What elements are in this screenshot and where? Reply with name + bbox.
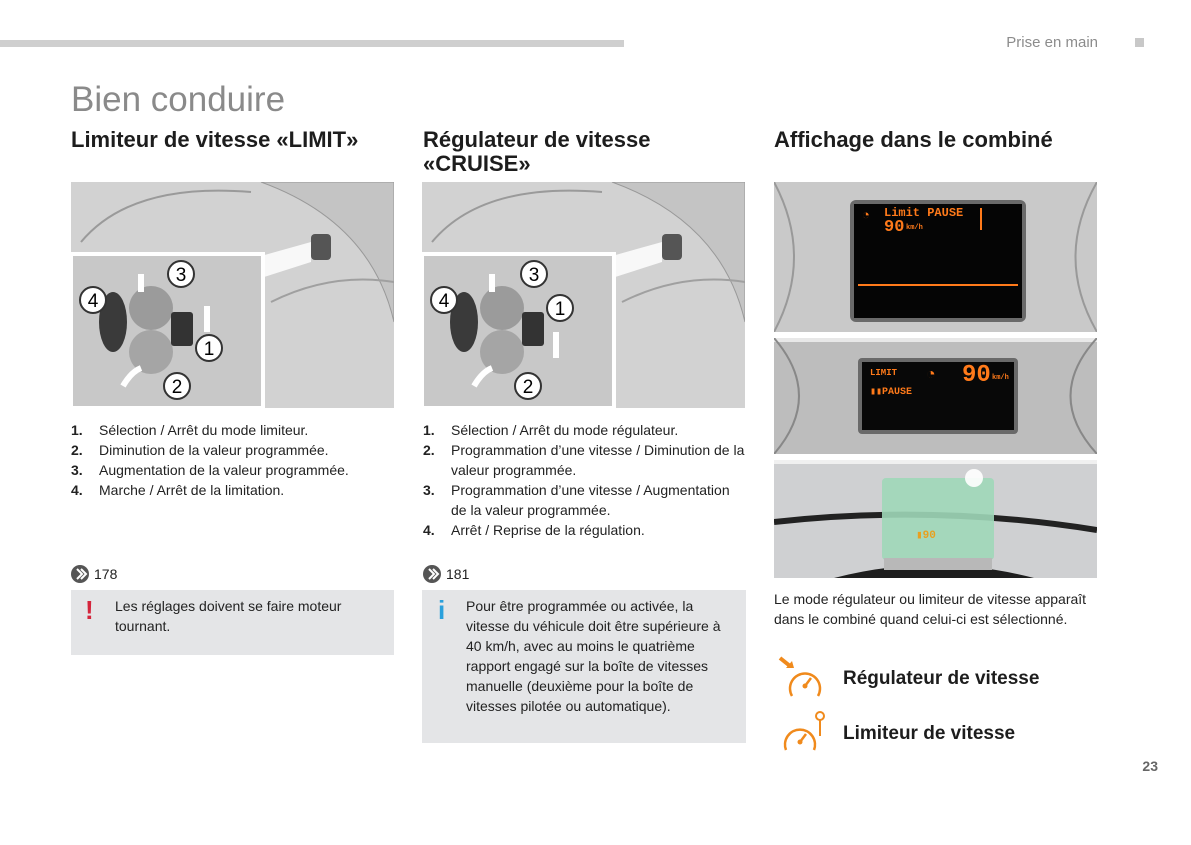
list-item: 1. Sélection / Arrêt du mode limiteur. xyxy=(71,422,309,438)
callout-2 xyxy=(515,373,541,399)
svg-text:3: 3 xyxy=(175,265,187,286)
page-number: 23 xyxy=(1142,758,1158,774)
info-note xyxy=(422,590,746,743)
display-speed: 90 xyxy=(884,218,905,237)
display-caption: Le mode régulateur ou limiteur de vitesse apparaît dans le combiné quand celui-ci est sélectionné. xyxy=(774,591,1087,627)
display-unit: km/h xyxy=(992,374,1009,382)
cruise-stalk-photo xyxy=(422,182,745,408)
callout-3 xyxy=(168,261,194,287)
svg-text:1: 1 xyxy=(554,299,566,320)
svg-text:4: 4 xyxy=(87,291,99,312)
list-item: 3. Augmentation de la valeur programmée. xyxy=(71,462,349,478)
svg-text:1: 1 xyxy=(203,339,215,360)
svg-text:2: 2 xyxy=(171,377,183,398)
list-item: 4. Marche / Arrêt de la limitation. xyxy=(71,482,285,498)
callout-4 xyxy=(80,287,106,313)
display-unit: km/h xyxy=(906,224,923,232)
cluster-display xyxy=(862,362,1014,430)
callout-1 xyxy=(196,335,222,361)
header-rule xyxy=(0,40,624,47)
display-speed: 90 xyxy=(962,362,991,389)
page-reference-number: 178 xyxy=(94,566,118,582)
svg-text:2: 2 xyxy=(522,377,534,398)
display-status: ▮▮PAUSE xyxy=(870,387,913,398)
list-item: 4. Arrêt / Reprise de la régulation. xyxy=(423,522,645,538)
callout-3 xyxy=(521,261,547,287)
info-icon: i xyxy=(438,595,446,625)
svg-text:3: 3 xyxy=(528,265,540,286)
cruise-title-line2: «CRUISE» xyxy=(423,151,531,176)
limiter-legend-label: Limiteur de vitesse xyxy=(843,723,1016,744)
list-item: 1. Sélection / Arrêt du mode régulateur. xyxy=(423,422,679,438)
cruise-steps xyxy=(423,420,745,540)
cluster-screen xyxy=(854,204,1022,318)
cruise-title xyxy=(423,128,743,176)
page-reference-limiter[interactable] xyxy=(71,565,117,583)
info-note-text: Pour être programmée ou activée, la vitesse du véhicule doit être supérieure à 40 km/h, avec au moins le quatrième rapport engagé sur la boîte de vitesses manuelle (deuxième pour la boîte de vitesses pilotée ou automatique). xyxy=(466,598,721,714)
display-mode: Limit PAUSE xyxy=(884,206,964,220)
section-label: Prise en main xyxy=(1006,34,1098,51)
next-page-icon xyxy=(423,565,441,583)
head-up-display-photo xyxy=(774,460,1097,578)
cluster-display-photo xyxy=(774,338,1097,454)
limiter-title: Limiteur de vitesse «LIMIT» xyxy=(71,127,359,152)
callout-2 xyxy=(164,373,190,399)
exclamation-icon: ! xyxy=(85,595,94,625)
hud-speed: ▮90 xyxy=(916,530,936,542)
speedometer-icon: ◔ xyxy=(926,366,936,384)
display-title: Affichage dans le combiné xyxy=(774,127,1053,152)
section-marker xyxy=(1135,38,1144,47)
warning-note xyxy=(71,590,394,655)
page-reference-cruise[interactable] xyxy=(423,565,469,583)
warning-note-text: Les réglages doivent se faire moteur tournant. xyxy=(115,598,342,634)
list-item: 2. Programmation d’une vitesse / Diminution de la valeur programmée. xyxy=(423,442,745,478)
cruise-legend-label: Régulateur de vitesse xyxy=(843,668,1040,689)
list-item: 2. Diminution de la valeur programmée. xyxy=(71,442,329,458)
cruise-title-line1: Régulateur de vitesse xyxy=(423,127,651,152)
speedometer-icon: ◔ xyxy=(862,208,870,223)
page-title: Bien conduire xyxy=(71,80,286,119)
limiter-steps xyxy=(71,420,391,500)
page-reference-number: 181 xyxy=(446,566,470,582)
svg-text:4: 4 xyxy=(438,291,450,312)
list-item: 3. Programmation d’une vitesse / Augmentation de la valeur programmée. xyxy=(423,482,730,518)
next-page-icon xyxy=(71,565,89,583)
cruise-speedometer-icon xyxy=(778,656,828,702)
callout-1 xyxy=(547,295,573,321)
limiter-speedometer-icon xyxy=(780,710,830,756)
cluster-screen-photo xyxy=(774,182,1097,332)
callout-4 xyxy=(431,287,457,313)
display-mode: LIMIT xyxy=(870,368,898,378)
limiter-stalk-photo xyxy=(71,182,394,408)
